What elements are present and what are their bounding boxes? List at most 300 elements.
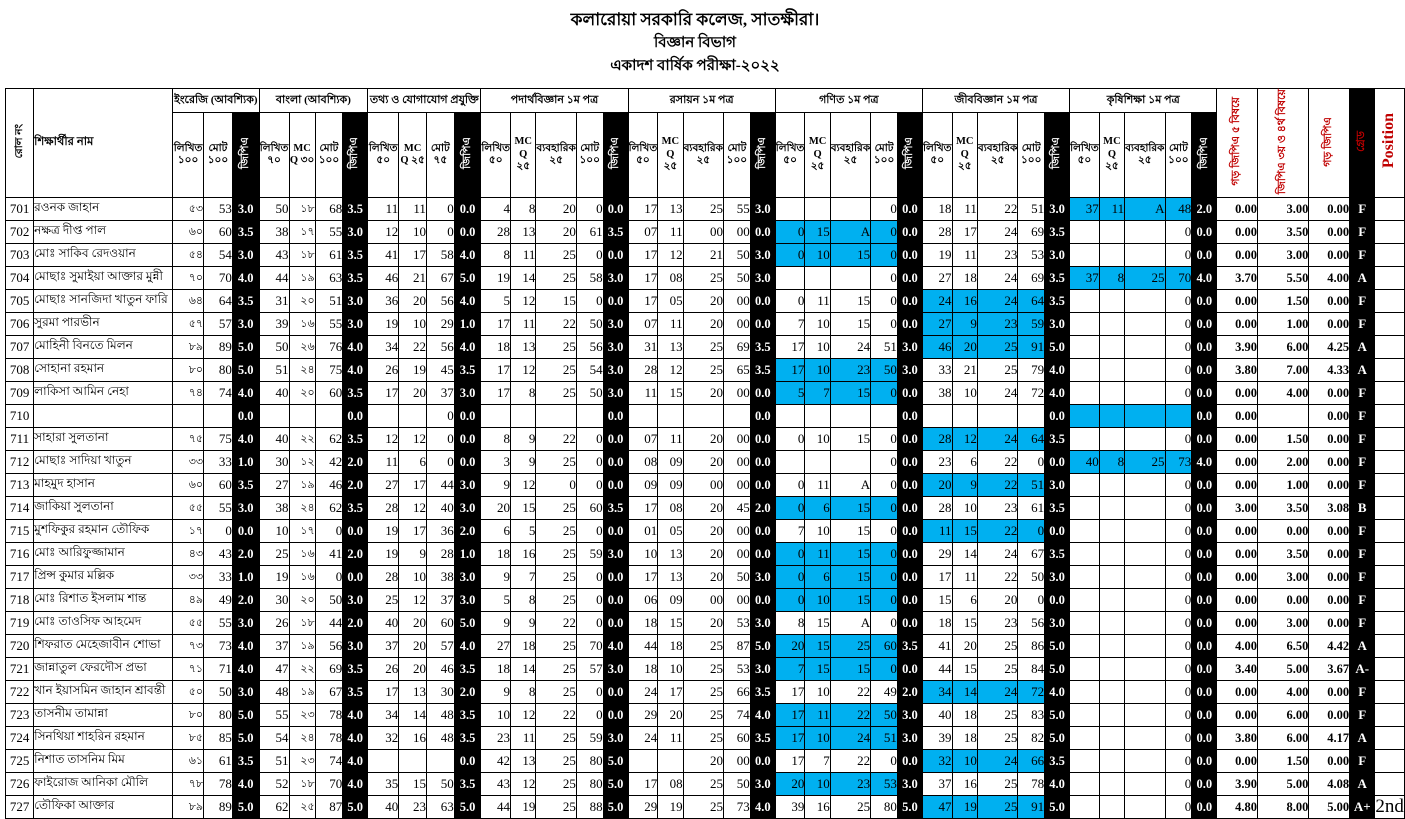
- gpa-cell-phy: 5.0: [603, 750, 628, 773]
- position-cell: [1375, 474, 1405, 497]
- gpa-cell-mat: 0.0: [897, 451, 922, 474]
- mark-cell-ict-0: [368, 405, 399, 428]
- mark-cell-bio-3: 82: [1018, 727, 1045, 750]
- student-row-722: [6, 681, 1405, 704]
- mark-cell-phy-0: 17: [481, 359, 511, 382]
- gpa-cell-phy: 3.5: [603, 221, 628, 244]
- position-cell: [1375, 727, 1405, 750]
- mark-cell-bio-3: 91: [1018, 336, 1045, 359]
- position-cell: [1375, 497, 1405, 520]
- mark-cell-mat-0: 0: [775, 244, 805, 267]
- mark-cell-eng-1: [204, 405, 233, 428]
- mark-cell-mat-0: 20: [775, 635, 805, 658]
- mark-cell-che-3: 50: [724, 244, 751, 267]
- mark-cell-agr-0: [1070, 566, 1100, 589]
- mark-cell-eng-1: 80: [204, 359, 233, 382]
- name-cell: মোছাঃ সাদিয়া খাতুন: [34, 451, 173, 474]
- mark-cell-phy-2: 20: [536, 221, 576, 244]
- mark-cell-mat-3: 50: [871, 704, 898, 727]
- mark-cell-bio-2: 25: [977, 336, 1017, 359]
- mark-cell-mat-3: 0: [871, 520, 898, 543]
- mark-cell-bio-1: 16: [952, 773, 977, 796]
- mark-cell-che-2: 25: [683, 796, 723, 819]
- mark-cell-phy-0: 18: [481, 336, 511, 359]
- position-cell: [1375, 589, 1405, 612]
- mark-cell-che-1: 08: [658, 773, 683, 796]
- mark-cell-bio-0: 20: [922, 474, 952, 497]
- mark-cell-agr-1: [1099, 612, 1124, 635]
- position-cell: [1375, 198, 1405, 221]
- grade-cell: F: [1350, 221, 1375, 244]
- rotated-label: জিপিএ: [903, 136, 916, 169]
- mark-cell-mat-1: 11: [805, 543, 830, 566]
- avg-gpa-5-cell: 0.00: [1217, 474, 1258, 497]
- mark-cell-bio-1: 11: [952, 244, 977, 267]
- mark-cell-bio-0: 40: [922, 704, 952, 727]
- student-row-725: [6, 750, 1405, 773]
- mark-cell-che-3: 66: [724, 681, 751, 704]
- rotated-label: জিপিএ: [1050, 136, 1063, 169]
- gpa-cell-bio: 5.0: [1045, 336, 1070, 359]
- mark-cell-ban-2: 61: [315, 244, 343, 267]
- gpa-cell-agr: 0.0: [1192, 428, 1217, 451]
- gpa-cell-che: 3.5: [750, 336, 775, 359]
- name-cell: মোহিনী বিনতে মিলন: [34, 336, 173, 359]
- grade-cell: F: [1350, 520, 1375, 543]
- rotated-label: রোল নং: [14, 123, 26, 158]
- gpa-cell-ban: 3.0: [343, 221, 368, 244]
- mark-cell-mat-2: 22: [830, 681, 870, 704]
- mark-cell-bio-0: 23: [922, 451, 952, 474]
- gpa-3rd-4th-cell: 5.00: [1258, 773, 1309, 796]
- gpa-cell-mat: 0.0: [897, 267, 922, 290]
- mark-cell-phy-1: 12: [511, 704, 536, 727]
- mark-cell-mat-0: 7: [775, 520, 805, 543]
- mark-cell-bio-0: 28: [922, 497, 952, 520]
- mark-cell-eng-0: ৮০: [173, 704, 204, 727]
- mark-cell-ict-2: 67: [426, 267, 454, 290]
- gpa-col-header-agr: [1192, 113, 1217, 198]
- mark-cell-mat-1: 10: [805, 313, 830, 336]
- gpa-cell-ict: 3.5: [454, 658, 481, 681]
- mark-cell-phy-0: 23: [481, 727, 511, 750]
- mark-cell-mat-0: 0: [775, 221, 805, 244]
- gpa-cell-ict: 4.0: [454, 244, 481, 267]
- mark-cell-phy-2: 25: [536, 773, 576, 796]
- mark-cell-agr-2: [1125, 474, 1165, 497]
- mark-cell-agr-0: [1070, 635, 1100, 658]
- gpa-cell-eng: 5.0: [232, 727, 259, 750]
- mark-cell-bio-0: 27: [922, 267, 952, 290]
- gpa-cell-ban: 3.5: [343, 658, 368, 681]
- mark-cell-eng-0: ৫৫: [173, 497, 204, 520]
- avg-gpa-cell: 5.00: [1309, 796, 1350, 819]
- gpa-cell-ban: 4.0: [343, 727, 368, 750]
- avg-gpa-5-cell: 0.00: [1217, 405, 1258, 428]
- mark-cell-che-2: 25: [683, 658, 723, 681]
- avg-gpa-5-cell: 4.80: [1217, 796, 1258, 819]
- roll-cell: 705: [6, 290, 34, 313]
- mark-cell-mat-3: 0: [871, 451, 898, 474]
- mark-cell-phy-1: 14: [511, 658, 536, 681]
- mark-cell-agr-1: [1099, 497, 1124, 520]
- mark-cell-ict-0: 35: [368, 773, 399, 796]
- gpa-cell-ict: 2.0: [454, 520, 481, 543]
- gpa-3rd-4th-cell: 5.00: [1258, 658, 1309, 681]
- avg-gpa-cell: 0.00: [1309, 474, 1350, 497]
- rotated-label: জিপিএ: [1197, 136, 1210, 169]
- mark-cell-agr-3: 0: [1165, 244, 1192, 267]
- mark-cell-phy-1: 18: [511, 635, 536, 658]
- mark-cell-eng-0: ৫৫: [173, 612, 204, 635]
- avg-gpa-cell: 0.00: [1309, 382, 1350, 405]
- mark-cell-ban-2: [315, 405, 343, 428]
- mark-cell-agr-0: [1070, 497, 1100, 520]
- mark-cell-ict-2: 45: [426, 359, 454, 382]
- mark-cell-ict-1: 20: [399, 658, 427, 681]
- mark-cell-mat-0: 0: [775, 589, 805, 612]
- mark-cell-ban-1: ১৬: [289, 543, 315, 566]
- mark-cell-che-0: 28: [628, 359, 658, 382]
- avg-gpa-cell: 3.08: [1309, 497, 1350, 520]
- mark-cell-agr-2: 25: [1125, 267, 1165, 290]
- mark-cell-ict-1: 17: [399, 520, 427, 543]
- mark-cell-ban-2: 78: [315, 704, 343, 727]
- gpa-cell-ict: 4.0: [454, 635, 481, 658]
- mark-cell-ban-0: 10: [259, 520, 289, 543]
- mark-cell-phy-1: 12: [511, 359, 536, 382]
- mark-cell-ban-0: 55: [259, 704, 289, 727]
- mark-cell-ict-1: 20: [399, 612, 427, 635]
- mark-cell-phy-0: 8: [481, 428, 511, 451]
- position-cell: [1375, 336, 1405, 359]
- mark-cell-bio-3: 91: [1018, 796, 1045, 819]
- mark-cell-che-3: 50: [724, 773, 751, 796]
- mark-cell-bio-2: 24: [977, 290, 1017, 313]
- mark-cell-agr-3: 0: [1165, 727, 1192, 750]
- mark-cell-ban-2: 62: [315, 428, 343, 451]
- mark-cell-mat-3: 80: [871, 796, 898, 819]
- mark-cell-agr-3: 0: [1165, 704, 1192, 727]
- mark-cell-phy-2: 25: [536, 658, 576, 681]
- mark-cell-che-1: 12: [658, 244, 683, 267]
- mark-cell-ban-2: 68: [315, 198, 343, 221]
- gpa-cell-ban: 3.0: [343, 635, 368, 658]
- mark-cell-agr-1: [1099, 658, 1124, 681]
- mark-cell-che-0: 18: [628, 658, 658, 681]
- mark-cell-agr-3: 0: [1165, 773, 1192, 796]
- student-row-707: [6, 336, 1405, 359]
- mark-cell-ban-0: 40: [259, 428, 289, 451]
- mark-cell-phy-2: 25: [536, 359, 576, 382]
- gpa-3rd-4th-cell: 4.00: [1258, 681, 1309, 704]
- roll-cell: 709: [6, 382, 34, 405]
- roll-cell: 708: [6, 359, 34, 382]
- mark-cell-bio-1: 9: [952, 313, 977, 336]
- gpa-cell-che: 3.0: [750, 612, 775, 635]
- gpa-cell-che: 3.0: [750, 658, 775, 681]
- mark-cell-phy-1: 11: [511, 727, 536, 750]
- sheet-titles: [0, 8, 1390, 78]
- position-cell: [1375, 290, 1405, 313]
- mark-cell-eng-1: 89: [204, 336, 233, 359]
- gpa-cell-bio: 5.0: [1045, 635, 1070, 658]
- mark-cell-ict-2: 57: [426, 635, 454, 658]
- gpa-cell-ban: 3.0: [343, 313, 368, 336]
- gpa-cell-ict: 1.0: [454, 313, 481, 336]
- mark-cell-ban-0: 44: [259, 267, 289, 290]
- avg-gpa-cell: 0.00: [1309, 543, 1350, 566]
- mark-cell-che-0: 06: [628, 589, 658, 612]
- avg-gpa-5-cell: 0.00: [1217, 221, 1258, 244]
- rotated-label: Position: [1380, 113, 1398, 169]
- mark-cell-agr-3: 0: [1165, 359, 1192, 382]
- mark-cell-che-3: 53: [724, 658, 751, 681]
- mark-cell-ict-2: 0: [426, 428, 454, 451]
- name-cell: মাহমুদ হাসান: [34, 474, 173, 497]
- mark-cell-mat-2: 22: [830, 750, 870, 773]
- mark-cell-ict-0: 19: [368, 543, 399, 566]
- student-row-711: [6, 428, 1405, 451]
- mark-cell-che-3: 00: [724, 290, 751, 313]
- mark-cell-bio-0: 39: [922, 727, 952, 750]
- mark-cell-agr-1: [1099, 405, 1124, 428]
- mark-cell-ban-2: 46: [315, 474, 343, 497]
- mark-cell-agr-2: [1125, 658, 1165, 681]
- mark-cell-bio-1: 20: [952, 336, 977, 359]
- gpa-cell-ban: 0.0: [343, 520, 368, 543]
- mark-cell-ban-0: 30: [259, 451, 289, 474]
- gpa-cell-agr: 2.0: [1192, 198, 1217, 221]
- mark-cell-phy-3: 0: [576, 451, 603, 474]
- gpa-cell-phy: 5.0: [603, 773, 628, 796]
- gpa-cell-eng: 5.0: [232, 359, 259, 382]
- mark-cell-ict-2: 50: [426, 773, 454, 796]
- student-row-723: [6, 704, 1405, 727]
- mark-cell-eng-1: 43: [204, 543, 233, 566]
- gpa-cell-mat: 0.0: [897, 658, 922, 681]
- mark-cell-phy-3: 60: [576, 497, 603, 520]
- name-cell: মোছাঃ সানজিদা খাতুন ফারি: [34, 290, 173, 313]
- gpa-cell-mat: 0.0: [897, 750, 922, 773]
- mark-cell-eng-0: ৭১: [173, 658, 204, 681]
- mark-cell-che-2: 00: [683, 589, 723, 612]
- mark-cell-che-2: 20: [683, 520, 723, 543]
- mark-cell-phy-2: 25: [536, 336, 576, 359]
- mark-cell-mat-1: 10: [805, 359, 830, 382]
- mark-cell-ict-1: 10: [399, 313, 427, 336]
- mark-cell-ban-2: 41: [315, 543, 343, 566]
- subject-col-header-che-3: মোট ১০০: [724, 113, 751, 198]
- rotated-label: জিপিএ ৩য় ও ৪র্থ বিষয়ে: [1276, 89, 1289, 195]
- gpa-cell-bio: 0.0: [1045, 589, 1070, 612]
- mark-cell-bio-3: 66: [1018, 750, 1045, 773]
- mark-cell-bio-2: 24: [977, 267, 1017, 290]
- mark-cell-che-1: 09: [658, 474, 683, 497]
- gpa-cell-mat: 3.0: [897, 359, 922, 382]
- gpa-cell-mat: 0.0: [897, 474, 922, 497]
- mark-cell-che-1: 09: [658, 589, 683, 612]
- student-row-715: [6, 520, 1405, 543]
- mark-cell-bio-2: 23: [977, 497, 1017, 520]
- mark-cell-phy-1: 5: [511, 520, 536, 543]
- mark-cell-mat-3: 0: [871, 750, 898, 773]
- gpa-cell-eng: 4.0: [232, 773, 259, 796]
- mark-cell-ict-1: 14: [399, 704, 427, 727]
- mark-cell-mat-0: 7: [775, 658, 805, 681]
- gpa-col-header-phy: [603, 113, 628, 198]
- mark-cell-bio-2: 23: [977, 612, 1017, 635]
- gpa-3rd-4th-cell: 6.50: [1258, 635, 1309, 658]
- mark-cell-che-0: 17: [628, 566, 658, 589]
- mark-cell-mat-0: [775, 451, 805, 474]
- mark-cell-phy-3: 50: [576, 313, 603, 336]
- mark-cell-mat-3: 0: [871, 543, 898, 566]
- mark-cell-ict-0: 11: [368, 451, 399, 474]
- mark-cell-mat-3: 0: [871, 244, 898, 267]
- gpa-cell-phy: 3.0: [603, 336, 628, 359]
- mark-cell-ict-2: 0: [426, 198, 454, 221]
- mark-cell-ban-2: 75: [315, 359, 343, 382]
- rotated-label: গড় জিপিএ: [1322, 116, 1335, 167]
- mark-cell-bio-2: 22: [977, 474, 1017, 497]
- mark-cell-che-1: 13: [658, 336, 683, 359]
- mark-cell-ict-2: 0: [426, 221, 454, 244]
- mark-cell-eng-1: 89: [204, 796, 233, 819]
- mark-cell-phy-2: 25: [536, 244, 576, 267]
- mark-cell-agr-2: [1125, 704, 1165, 727]
- mark-cell-bio-0: 34: [922, 681, 952, 704]
- mark-cell-phy-1: 8: [511, 382, 536, 405]
- mark-cell-mat-0: 0: [775, 474, 805, 497]
- avg-gpa-5-cell: 0.00: [1217, 198, 1258, 221]
- gpa-cell-phy: 0.0: [603, 612, 628, 635]
- mark-cell-agr-3: 0: [1165, 566, 1192, 589]
- mark-cell-bio-2: 20: [977, 589, 1017, 612]
- mark-cell-mat-1: 11: [805, 704, 830, 727]
- avg-gpa-cell: 0.00: [1309, 589, 1350, 612]
- mark-cell-bio-3: [1018, 405, 1045, 428]
- mark-cell-phy-3: 61: [576, 221, 603, 244]
- mark-cell-che-0: 24: [628, 681, 658, 704]
- mark-cell-mat-2: 15: [830, 382, 870, 405]
- roll-cell: 703: [6, 244, 34, 267]
- exam-title: একাদশ বার্ষিক পরীক্ষা-২০২২: [610, 58, 780, 74]
- grade-cell: F: [1350, 704, 1375, 727]
- mark-cell-mat-0: [775, 267, 805, 290]
- mark-cell-bio-0: 28: [922, 221, 952, 244]
- mark-cell-phy-1: 16: [511, 543, 536, 566]
- name-cell: মোঃ তাওসিফ আহমেদ: [34, 612, 173, 635]
- gpa-cell-bio: 0.0: [1045, 451, 1070, 474]
- mark-cell-eng-1: 55: [204, 612, 233, 635]
- mark-cell-agr-2: [1125, 382, 1165, 405]
- mark-cell-phy-2: 25: [536, 750, 576, 773]
- mark-cell-ban-0: 51: [259, 359, 289, 382]
- mark-cell-bio-2: 25: [977, 359, 1017, 382]
- mark-cell-ict-1: [399, 750, 427, 773]
- mark-cell-agr-2: [1125, 566, 1165, 589]
- gpa-cell-che: 2.0: [750, 497, 775, 520]
- mark-cell-agr-1: [1099, 566, 1124, 589]
- grade-cell: A: [1350, 635, 1375, 658]
- gpa-cell-ban: 4.0: [343, 750, 368, 773]
- mark-cell-ban-1: ১৮: [289, 198, 315, 221]
- gpa-cell-eng: 4.0: [232, 658, 259, 681]
- mark-cell-agr-3: [1165, 405, 1192, 428]
- gpa-cell-bio: 3.5: [1045, 543, 1070, 566]
- mark-cell-mat-2: 23: [830, 773, 870, 796]
- gpa-cell-agr: 0.0: [1192, 635, 1217, 658]
- mark-cell-agr-3: 0: [1165, 681, 1192, 704]
- mark-cell-mat-0: 17: [775, 750, 805, 773]
- gpa-cell-eng: 3.5: [232, 221, 259, 244]
- mark-cell-ban-1: ২০: [289, 382, 315, 405]
- mark-cell-phy-3: [576, 405, 603, 428]
- position-cell: [1375, 451, 1405, 474]
- mark-cell-phy-0: 3: [481, 451, 511, 474]
- grade-cell: A-: [1350, 658, 1375, 681]
- mark-cell-bio-0: 17: [922, 566, 952, 589]
- gpa-cell-eng: 4.0: [232, 267, 259, 290]
- roll-cell: 727: [6, 796, 34, 819]
- gpa-cell-bio: 3.0: [1045, 612, 1070, 635]
- subject-group-header-ict: তথ্য ও যোগাযোগ প্রযুক্তি: [368, 89, 481, 113]
- gpa-col-header-ban: [343, 113, 368, 198]
- mark-cell-ict-2: 36: [426, 520, 454, 543]
- subject-col-header-agr-1: MC Q ২৫: [1099, 113, 1124, 198]
- mark-cell-bio-0: 18: [922, 198, 952, 221]
- mark-cell-ban-2: 78: [315, 727, 343, 750]
- subject-col-header-ict-2: মোট ৭৫: [426, 113, 454, 198]
- mark-cell-agr-1: 11: [1099, 198, 1124, 221]
- mark-cell-bio-0: 18: [922, 612, 952, 635]
- gpa-3rd-4th-cell: 1.50: [1258, 290, 1309, 313]
- mark-cell-phy-3: 70: [576, 635, 603, 658]
- mark-cell-ict-2: [426, 750, 454, 773]
- gpa-cell-che: 0.0: [750, 405, 775, 428]
- mark-cell-ict-0: 26: [368, 359, 399, 382]
- gpa-cell-ban: 2.0: [343, 474, 368, 497]
- mark-cell-che-3: 50: [724, 267, 751, 290]
- mark-cell-che-0: 17: [628, 773, 658, 796]
- mark-cell-mat-0: 0: [775, 428, 805, 451]
- mark-cell-phy-1: 7: [511, 566, 536, 589]
- mark-cell-che-0: 17: [628, 198, 658, 221]
- mark-cell-che-0: 10: [628, 543, 658, 566]
- mark-cell-ict-1: 20: [399, 635, 427, 658]
- mark-cell-che-3: 00: [724, 382, 751, 405]
- mark-cell-ban-1: ১৯: [289, 635, 315, 658]
- mark-cell-eng-0: ৫৪: [173, 244, 204, 267]
- gpa-col-header-che: [750, 113, 775, 198]
- gpa-cell-bio: 3.0: [1045, 566, 1070, 589]
- student-row-706: [6, 313, 1405, 336]
- mark-cell-mat-3: 51: [871, 336, 898, 359]
- avg-gpa-5-cell: 0.00: [1217, 750, 1258, 773]
- gpa-cell-agr: 0.0: [1192, 658, 1217, 681]
- mark-cell-ban-2: 69: [315, 658, 343, 681]
- gpa-cell-phy: 0.0: [603, 681, 628, 704]
- gpa-cell-agr: 0.0: [1192, 290, 1217, 313]
- mark-cell-che-1: 11: [658, 221, 683, 244]
- mark-cell-che-2: 20: [683, 566, 723, 589]
- mark-cell-ict-0: 17: [368, 382, 399, 405]
- name-cell: নক্ষত্র দীপ্ত পাল: [34, 221, 173, 244]
- mark-cell-eng-1: 71: [204, 658, 233, 681]
- mark-cell-eng-0: ৬০: [173, 474, 204, 497]
- gpa-cell-phy: 3.0: [603, 267, 628, 290]
